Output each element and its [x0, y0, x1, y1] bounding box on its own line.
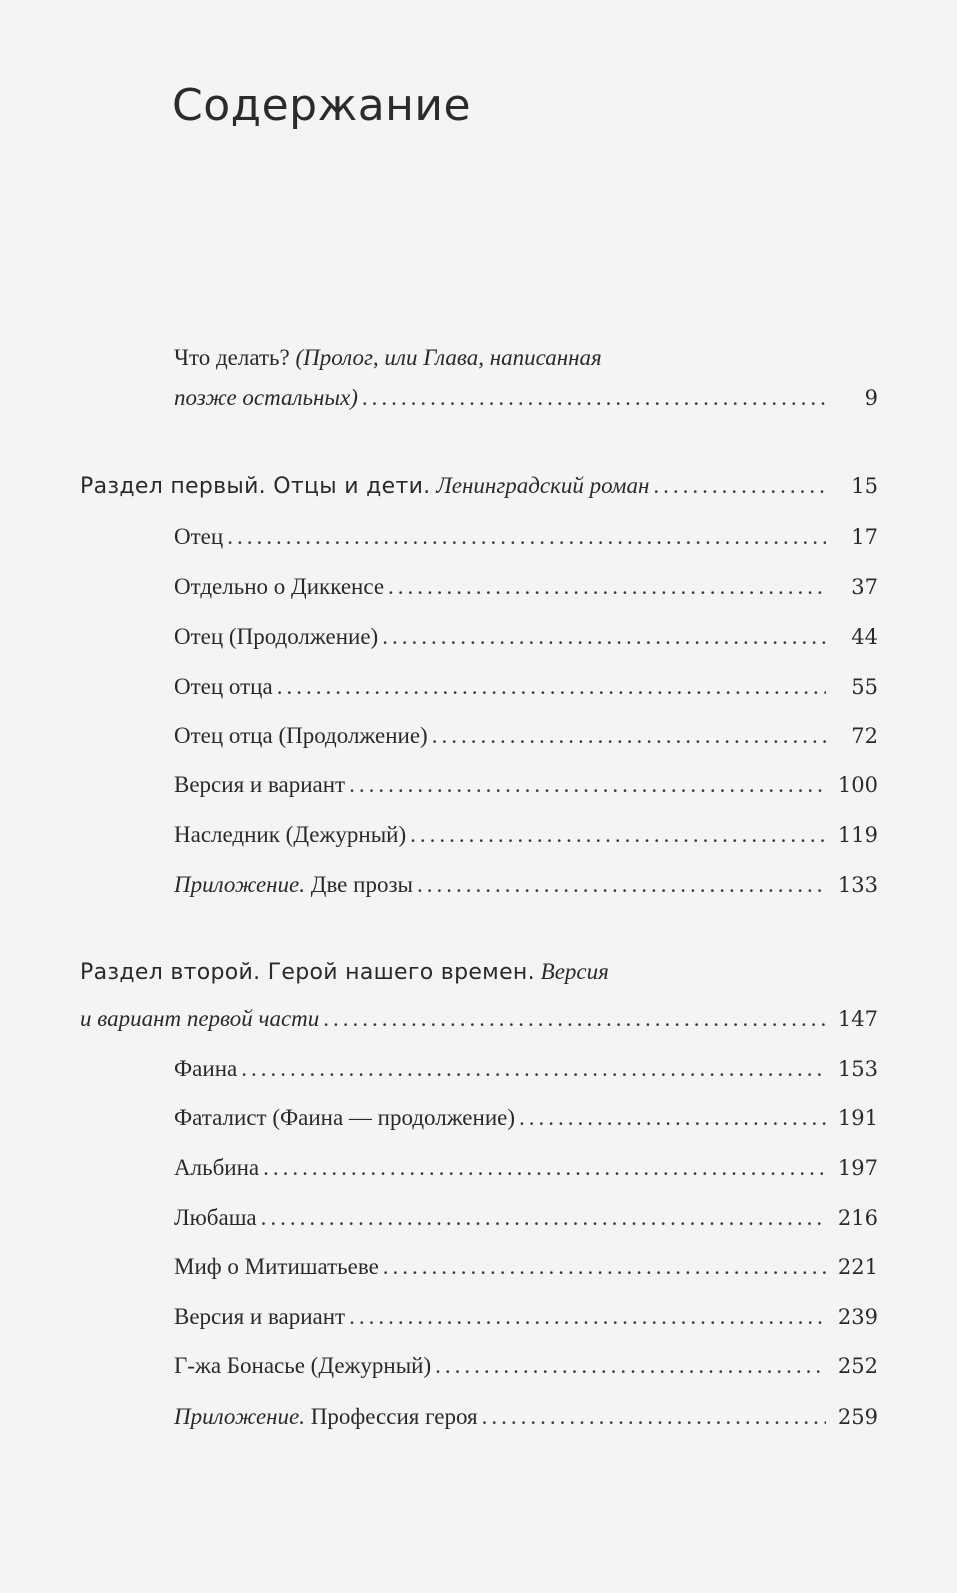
page-number: 100: [837, 773, 878, 797]
page-number: 9: [864, 386, 878, 410]
leader-dots: [482, 1403, 826, 1431]
page-number: 72: [851, 724, 878, 748]
entry-label: Миф о Митишатьеве: [174, 1254, 379, 1279]
leader-dots: [349, 1303, 826, 1331]
page-number: 119: [837, 823, 878, 847]
leader-dots: [417, 871, 826, 899]
entry-label: Отец: [174, 524, 224, 549]
toc-entry-appendix[interactable]: [174, 871, 878, 899]
page-number: 15: [851, 474, 878, 498]
leader-dots: [241, 1055, 826, 1083]
toc-entry-appendix[interactable]: [174, 1403, 878, 1431]
leader-dots: [362, 384, 826, 412]
page-number: 147: [837, 1007, 878, 1031]
entry-label: Г-жа Бонасье (Дежурный): [174, 1353, 432, 1378]
part2-subtitle-1: Версия: [540, 959, 609, 984]
entry-label: Отец (Продолжение): [174, 624, 379, 649]
prologue-first-line: [174, 344, 602, 372]
leader-dots: [435, 1352, 826, 1380]
leader-dots: [227, 523, 826, 551]
prologue-label: Что делать?: [174, 345, 296, 370]
prologue-italic-1: (Пролог, или Глава, написанная: [295, 345, 602, 370]
leader-dots: [410, 821, 826, 849]
page-number: 216: [837, 1206, 878, 1230]
toc-entry[interactable]: [174, 1352, 878, 1380]
toc-entry[interactable]: [174, 821, 878, 849]
entry-label: Версия и вариант: [174, 772, 346, 797]
toc-entry[interactable]: [174, 523, 878, 551]
entry-label: Отец отца: [174, 674, 273, 699]
page-number: 133: [837, 873, 878, 897]
leader-dots: [349, 771, 826, 799]
entry-label: [174, 1403, 478, 1431]
part2-first-line: [80, 958, 609, 987]
part1-subtitle: Ленинградский роман: [436, 473, 650, 498]
appendix-prefix: Приложение.: [174, 1404, 306, 1429]
entry-label: Наследник (Дежурный): [174, 822, 407, 847]
appendix-title: Профессия героя: [305, 1404, 478, 1429]
toc-entry-prologue[interactable]: [174, 384, 878, 412]
leader-dots: [653, 472, 826, 500]
entry-label: Любаша: [174, 1205, 257, 1230]
toc-entry[interactable]: [174, 1204, 878, 1232]
toc-entry[interactable]: [174, 623, 878, 651]
toc-entry[interactable]: [174, 673, 878, 701]
page-number: 55: [851, 675, 878, 699]
entry-label: [174, 871, 413, 899]
leader-dots: [382, 623, 826, 651]
leader-dots: [519, 1104, 826, 1132]
page-number: 252: [837, 1354, 878, 1378]
toc-entry[interactable]: [174, 1104, 878, 1132]
appendix-title: Две прозы: [305, 872, 413, 897]
leader-dots: [323, 1005, 826, 1033]
toc-entry-part2[interactable]: [80, 1005, 878, 1033]
toc-entry[interactable]: [174, 1154, 878, 1182]
page-number: 17: [851, 525, 878, 549]
part2-name: Раздел второй. Герой нашего времен.: [80, 960, 535, 985]
entry-label: Фаталист (Фаина — продолжение): [174, 1105, 515, 1130]
toc-entry[interactable]: [174, 573, 878, 601]
toc-entry[interactable]: [174, 722, 878, 750]
page-number: 259: [837, 1405, 878, 1429]
toc-entry[interactable]: [174, 1253, 878, 1281]
part1-heading: [80, 472, 649, 501]
page-number: 239: [837, 1305, 878, 1329]
leader-dots: [383, 1253, 826, 1281]
leader-dots: [263, 1154, 826, 1182]
page-number: 191: [837, 1106, 878, 1130]
page-number: 221: [837, 1255, 878, 1279]
entry-label: Версия и вариант: [174, 1304, 346, 1329]
toc-entry[interactable]: [174, 1055, 878, 1083]
page-number: 153: [837, 1057, 878, 1081]
entry-label: Отдельно о Диккенсе: [174, 574, 385, 599]
prologue-italic-2: позже остальных): [174, 385, 358, 410]
part1-name: Раздел первый. Отцы и дети.: [80, 474, 431, 499]
leader-dots: [432, 722, 826, 750]
part2-subtitle-2: и вариант первой части: [80, 1006, 320, 1031]
toc-entry[interactable]: [174, 1303, 878, 1331]
appendix-prefix: Приложение.: [174, 872, 306, 897]
page-number: 197: [837, 1156, 878, 1180]
page-number: 44: [851, 625, 878, 649]
entry-label: Альбина: [174, 1155, 260, 1180]
entry-label: Фаина: [174, 1056, 238, 1081]
entry-label: Отец отца (Продолжение): [174, 723, 428, 748]
leader-dots: [261, 1204, 826, 1232]
toc-entry-part1[interactable]: [80, 472, 878, 501]
leader-dots: [277, 673, 826, 701]
page-number: 37: [851, 575, 878, 599]
page-title: Содержание: [172, 80, 472, 131]
leader-dots: [388, 573, 826, 601]
toc-entry[interactable]: [174, 771, 878, 799]
